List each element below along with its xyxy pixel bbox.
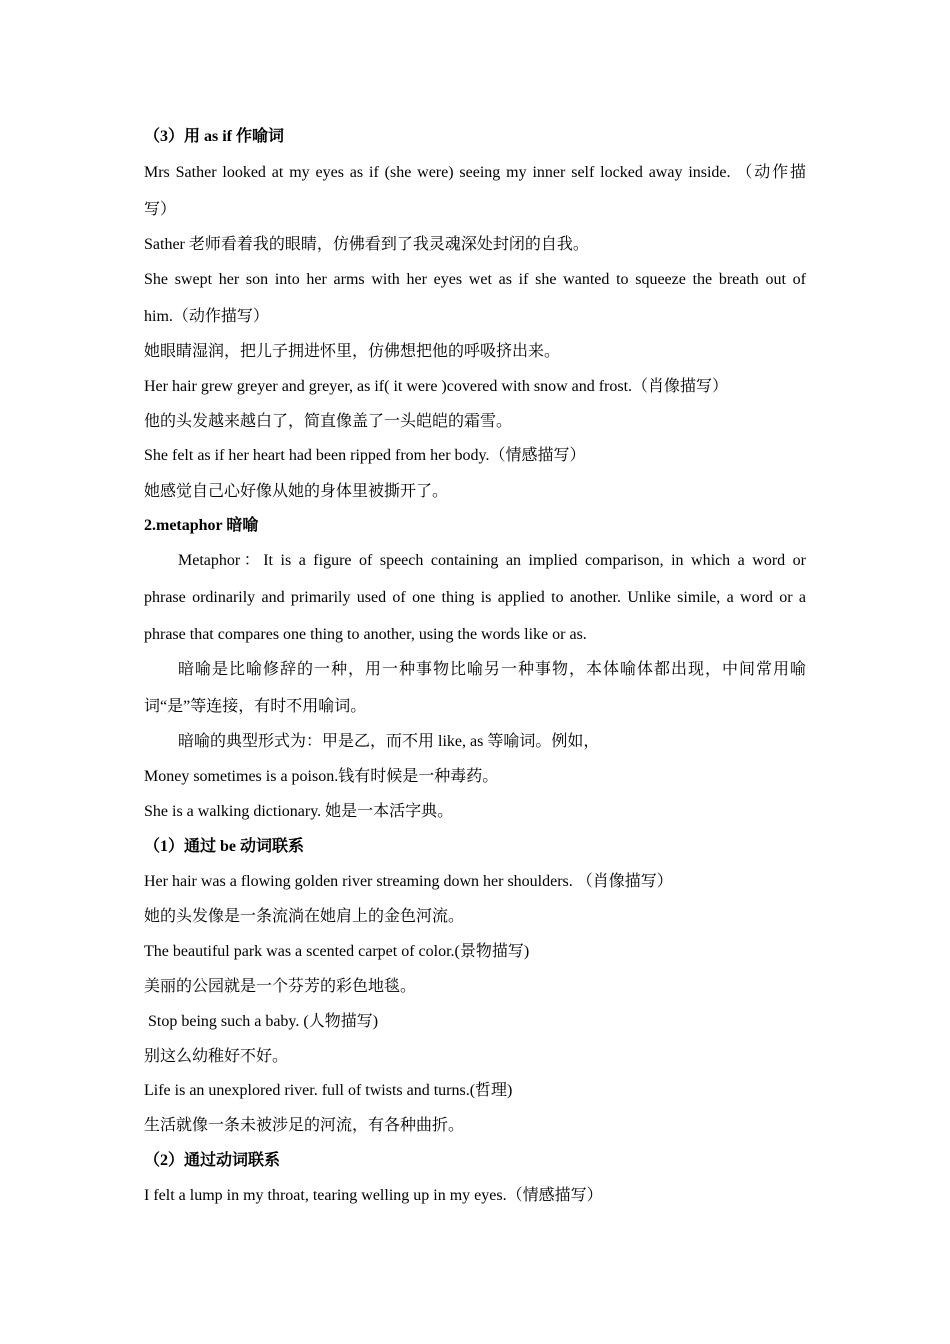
text-line: Stop being such a baby. (人物描写) [144,1013,379,1030]
text-line: 美丽的公园就是一个芬芳的彩色地毯。 [144,978,417,995]
text-line: 他的头发越来越白了，简直像盖了一头皑皑的霜雪。 [144,413,513,430]
text-line: him.（动作描写） [144,308,269,325]
text-line: phrase ordinarily and primarily used of one thing is applied to another. Unlike simile, a word or a [144,589,806,606]
text-line: Money sometimes is a poison.钱有时候是一种毒药。 [144,768,499,785]
text-line: 别这么幼稚好不好。 [144,1048,289,1065]
text-line: 生活就像一条未被涉足的河流，有各种曲折。 [144,1117,465,1134]
text-line: I felt a lump in my throat, tearing welling up in my eyes.（情感描写） [144,1187,603,1204]
text-line: phrase that compares one thing to another, using the words like or as. [144,626,587,643]
text-line: Metaphor：It is a figure of speech containing an implied comparison, in which a word or [178,552,806,569]
text-line: 写） [144,201,177,218]
section-heading-verb: （2）通过动词联系 [144,1152,281,1169]
text-line: 暗喻的典型形式为：甲是乙，而不用 like, as 等喻词。例如， [178,733,600,750]
text-line: She felt as if her heart had been ripped from her body.（情感描写） [144,447,586,464]
text-line: 她感觉自己心好像从她的身体里被撕开了。 [144,483,449,500]
text-line: Her hair was a flowing golden river streaming down her shoulders. （肖像描写） [144,873,673,890]
text-line: 她的头发像是一条流淌在她肩上的金色河流。 [144,908,465,925]
text-line: Mrs Sather looked at my eyes as if (she were) seeing my inner self locked away inside. （动作描 [144,164,806,181]
text-line: Sather 老师看着我的眼睛，仿佛看到了我灵魂深处封闭的自我。 [144,236,589,253]
text-line: Her hair grew greyer and greyer, as if( it were )covered with snow and frost.（肖像描写） [144,378,729,395]
text-line: 她眼睛湿润，把儿子拥进怀里，仿佛想把他的呼吸挤出来。 [144,343,561,360]
text-line: 词“是”等连接，有时不用喻词。 [144,698,367,715]
text-line: Life is an unexplored river. full of twists and turns.(哲理) [144,1082,513,1099]
text-line: She is a walking dictionary. 她是一本活字典。 [144,803,454,820]
text-line: The beautiful park was a scented carpet of color.(景物描写) [144,943,530,960]
text-line: 暗喻是比喻修辞的一种，用一种事物比喻另一种事物，本体喻体都出现，中间常用喻 [178,661,806,678]
text-line: She swept her son into her arms with her eyes wet as if she wanted to squeeze the breath out of [144,271,806,288]
section-heading-be-verb: （1）通过 be 动词联系 [144,838,305,855]
section-heading-as-if: （3）用 as if 作喻词 [144,128,285,145]
section-heading-metaphor: 2.metaphor 暗喻 [144,517,259,534]
